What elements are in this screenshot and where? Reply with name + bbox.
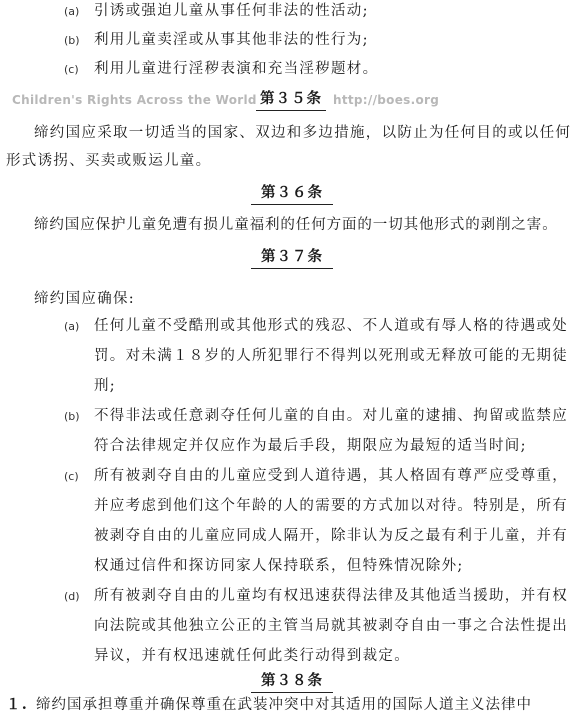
- art38-line-1: 缔约国承担尊重并确保尊重在武装冲突中对其适用的国际人道主义法律中: [36, 697, 532, 713]
- item-marker-b: (b): [64, 34, 80, 47]
- item-marker-d: (d): [64, 590, 80, 603]
- art37-b-line-2: 符合法律规定并仅应作为最后手段，期限应为最短的适当时间;: [94, 438, 527, 454]
- watermark-left: Children's Rights Across the World: [12, 93, 257, 107]
- art37-d-line-1: 所有被剥夺自由的儿童均有权迅速获得法律及其他适当援助，并有权: [94, 588, 568, 604]
- article-36-title: 第３６条: [0, 186, 584, 205]
- art37-a-line-1: 任何儿童不受酷刑或其他形式的残忍、不人道或有辱人格的待遇或处: [94, 318, 568, 334]
- art34-item-c-text: 利用儿童进行淫秽表演和充当淫秽题材。: [94, 61, 379, 77]
- art37-c-line-4: 权通过信件和探访同家人保持联系，但特殊情况除外;: [94, 558, 464, 574]
- art37-intro: 缔约国应确保:: [34, 291, 135, 307]
- item-marker-a: (a): [64, 320, 80, 333]
- item-marker-b: (b): [64, 410, 80, 423]
- art34-item-a-text: 引诱或强迫儿童从事任何非法的性活动;: [94, 3, 369, 19]
- item-marker-c: (c): [64, 470, 79, 483]
- art37-c-line-3: 被剥夺自由的儿童应同成人隔开，除非认为反之最有利于儿童，并有: [94, 528, 568, 544]
- art37-a-line-2: 罚。对未满１８岁的人所犯罪行不得判以死刑或无释放可能的无期徒: [94, 348, 568, 364]
- art35-line-2: 形式诱拐、买卖或贩运儿童。: [6, 153, 212, 169]
- article-35-title: 第３５条: [256, 92, 326, 107]
- article-38-title: 第３８条: [0, 674, 584, 693]
- art37-d-line-2: 向法院或其他独立公正的主管当局就其被剥夺自由一事之合法性提出: [94, 618, 568, 634]
- article-37-title: 第３７条: [0, 250, 584, 269]
- item-marker-a: (a): [64, 5, 80, 18]
- art37-a-line-3: 刑;: [94, 378, 116, 394]
- watermark-right: http://boes.org: [333, 93, 440, 107]
- item-marker-c: (c): [64, 63, 79, 76]
- art37-b-line-1: 不得非法或任意剥夺任何儿童的自由。对儿童的逮捕、拘留或监禁应: [94, 408, 568, 424]
- art36-line-1: 缔约国应保护儿童免遭有损儿童福利的任何方面的一切其他形式的剥削之害。: [34, 217, 558, 233]
- art38-marker: １.: [6, 696, 29, 713]
- art35-line-1: 缔约国应采取一切适当的国家、双边和多边措施，以防止为任何目的或以任何: [34, 125, 572, 141]
- art37-c-line-1: 所有被剥夺自由的儿童应受到人道待遇，其人格固有尊严应受尊重，: [94, 468, 568, 484]
- art37-c-line-2: 并应考虑到他们这个年龄的人的需要的方式加以对待。特别是，所有: [94, 498, 568, 514]
- art37-d-line-3: 异议，并有权迅速就任何此类行动得到裁定。: [94, 648, 410, 664]
- art34-item-b-text: 利用儿童卖淫或从事其他非法的性行为;: [94, 32, 369, 48]
